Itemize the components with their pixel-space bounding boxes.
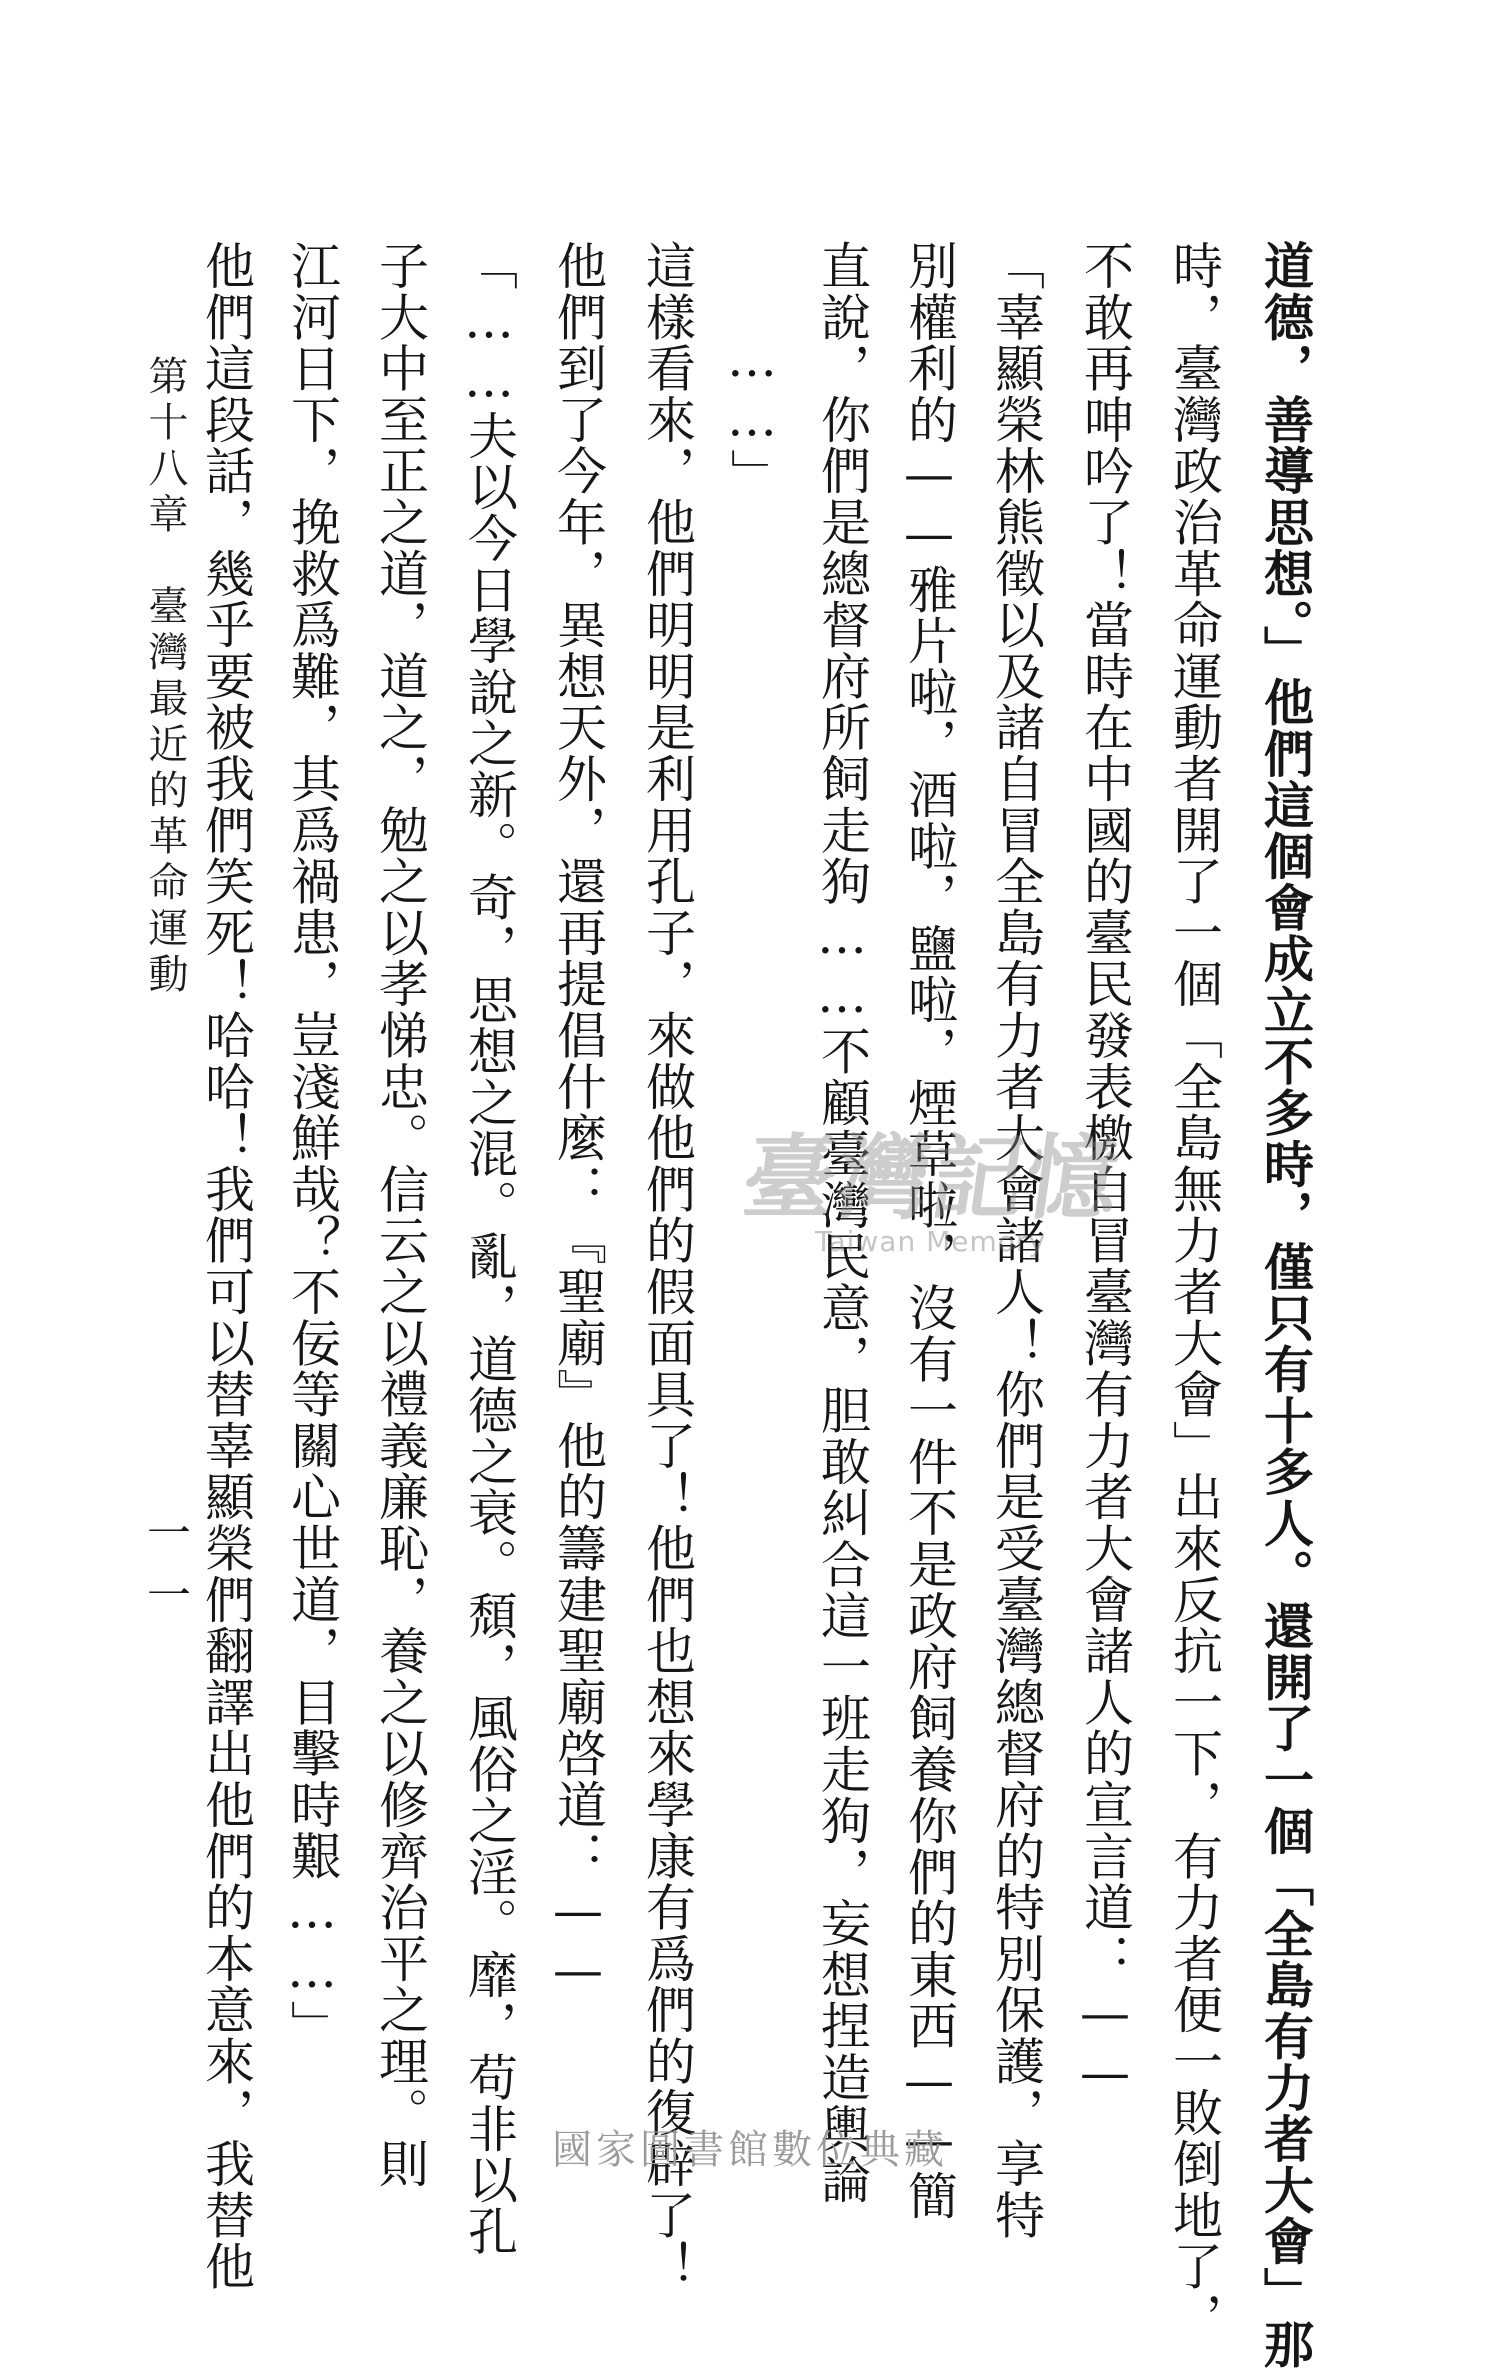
page-number: 一一 — [139, 1510, 190, 1634]
watermark-english-text: Taiwan Memory — [815, 1225, 1046, 1258]
text-column-10: 「……夫以今日學說之新。奇，思想之混。亂，道德之衰。頹，風俗之淫。靡，苟非以孔 — [460, 240, 518, 2257]
text-column-9: 他們到了今年，異想天外，還再提倡什麼：『聖廟』他的籌建聖廟啓道：—— — [549, 240, 607, 2001]
text-column-11: 子大中至正之道，道之，勉之以孝悌忠。信云之以禮義廉恥，養之以修齊治平之理。則 — [371, 240, 429, 2190]
text-column-2: 時，臺灣政治革命運動者開了一個「全島無力者大會」出來反抗一下，有力者便一敗倒地了， — [1165, 240, 1223, 2344]
text-column-7: ……」 — [723, 330, 781, 500]
library-footer: 國家圖書館數位典藏 — [552, 2127, 948, 2173]
watermark-chinese-text: 臺灣記憶 — [736, 1124, 1128, 1232]
text-column-6: 直說，你們是總督府所飼走狗……不顧臺灣民意，胆敢糾合這一班走狗，妄想捏造輿論 — [813, 240, 871, 2206]
text-column-4: 「辜顯榮林熊徵以及諸自冒全島有力者大會諸人！你們是受臺灣總督府的特別保護，享特 — [987, 240, 1045, 2241]
text-column-12: 江河日下，挽救爲難，其爲禍患，豈淺鮮哉？不佞等關心世道，目擊時艱……」 — [283, 240, 341, 2052]
text-column-3: 不敢再呻吟了！當時在中國的臺民發表檄自冒臺灣有力者大會諸人的宣言道：—— — [1076, 240, 1134, 2103]
text-column-13: 他們這段話，幾乎要被我們笑死！哈哈！我們可以替辜顯榮們翻譯出他們的本意來，我替他 — [197, 240, 255, 2292]
running-header: 第十八章 臺灣最近的革命運動 — [142, 355, 188, 999]
text-column-8: 這樣看來，他們明明是利用孔子，來做他們的假面具了！他們也想來學康有爲們的復辟了！ — [638, 240, 696, 2292]
text-column-1: 道德，善導思想。」他們這個會成立不多時，僅只有十多人。還開了一個「全島有力者大會」那 — [1256, 240, 1315, 2370]
text-column-5: 別權利的——雅片啦，酒啦，鹽啦，煙草啦，沒有一件不是政府飼養你們的東西——簡 — [900, 240, 958, 2222]
